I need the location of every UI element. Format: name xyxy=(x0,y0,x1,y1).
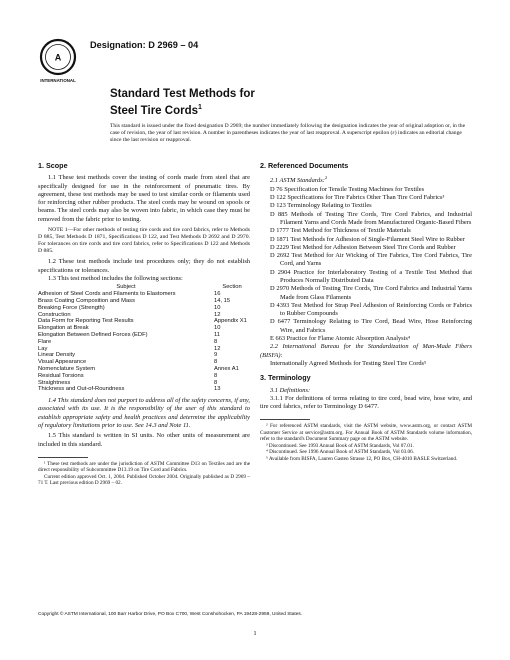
astm-logo-icon xyxy=(38,38,78,84)
table-row: Nomenclature System Annex A1 xyxy=(38,365,239,372)
svg-text:INTERNATIONAL: INTERNATIONAL xyxy=(40,78,76,83)
reference-item: D 123 Terminology Relating to Textiles xyxy=(270,202,372,210)
table-row: Lay 12 xyxy=(38,345,221,352)
scope-1-3: 1.3 This test method includes the following sections: xyxy=(48,275,183,283)
footnote-1b: Current edition approved Oct. 1, 2004. Published October 2004. Originally published as D 2969 – 71 T. Last previous edition D 2969 – 02. xyxy=(38,473,250,487)
footnote-rule xyxy=(38,457,88,458)
reference-list xyxy=(260,186,472,344)
table-row: Linear Density 9 xyxy=(38,352,218,359)
terminology-3-1-1: 3.1.1 For definitions of terms relating to tire cord, bead wire, hose wire, and tire cord fabrics, refer to Terminology D 6477. xyxy=(260,394,472,411)
table-row: Residual Torsions 8 xyxy=(38,372,218,379)
definitions-label: 3.1 Definitions: xyxy=(270,386,311,394)
footnote-3: ³ Discontinued. See 1993 Annual Book of ASTM Standards, Vol 07.01. xyxy=(266,442,414,449)
reference-item: D 2229 Test Method for Adhesion Between Steel Tire Cords and Rubber xyxy=(270,243,456,251)
footnote-4: ⁴ Discontinued. See 1996 Annual Book of ASTM Standards, Vol 03.06. xyxy=(266,449,415,456)
scope-1-5: 1.5 This standard is written in SI units. No other units of measurement are included in this standard. xyxy=(38,432,250,448)
title-line-2: Steel Tire Cords xyxy=(110,104,198,117)
scope-1-2: 1.2 These test methods include test procedures only; they do not establish specifications or tolerances. xyxy=(38,258,250,274)
sections-table xyxy=(38,284,250,393)
intro-paragraph: This standard is issued under the fixed designation D 2969; the number immediately following the designation indicates the year of original adoption or, in the case of revision, the year of last revision. A number in parentheses indicates the year of last reapproval. A superscript epsilon (ε) indicates an editorial change since the last revision or reapproval. xyxy=(110,123,466,144)
table-row: Breaking Force (Strength) 10 xyxy=(38,304,221,311)
bisfa-label: 2.2 International Bureau for the Standardization of Man-Made Fibers (BISFA): xyxy=(260,343,472,359)
table-row: Straightness 8 xyxy=(38,379,218,386)
document-title xyxy=(110,88,255,118)
reference-item: D 76 Specification for Tensile Testing Machines for Textiles xyxy=(270,185,425,193)
table-row: Visual Appearance 8 xyxy=(38,359,218,366)
reference-item: D 2904 Practice for Interlaboratory Testing of a Textile Test Method that Produces Normally Distributed Data xyxy=(270,268,472,284)
reference-item: D 6477 Terminology Relating to Tire Cord, Bead Wire, Hose Reinforcing Wire, and Fabrics xyxy=(270,318,472,334)
table-row: Construction 12 xyxy=(38,311,221,318)
title-footnote-mark: 1 xyxy=(198,104,202,111)
reference-item: D 122 Specifications for Tire Fabrics Other Than Tire Cord Fabrics³ xyxy=(270,194,445,202)
footnote-rule xyxy=(260,419,310,420)
table-row: Flare 8 xyxy=(38,338,218,345)
table-row: Elongation Between Defined Forces (EDF) 11 xyxy=(38,331,221,338)
copyright-line: Copyright © ASTM International, 100 Barr Harbor Drive, PO Box C700, West Conshohocken, PA 19428-2959, United States. xyxy=(38,612,303,617)
scope-1-1: 1.1 These test methods cover the testing of cords made from steel that are specifically designed for use in the reinforcement of pneumatic tires. By agreement, these test methods may be used to test similar cords or filaments used for reinforcing other rubber products. The steel cords may be wound on spools or beams. The steel cords may also be woven into fabric, in which case they must be removed from the fabric prior to testing. xyxy=(38,174,250,223)
note-1: NOTE 1—For other methods of testing tire cords and tire cord fabrics, refer to Methods D 885, Test Methods D 1871, Specifications D 122, and Test Methods D 2692 and D 2970. For tolerances on tire cords and tire cord fabrics, refer to Specifications D 122 and Methods D 885. xyxy=(38,227,250,255)
reference-item: D 2692 Test Method for Air Wicking of Tire Fabrics, Tire Cord Fabrics, Tire Cord, and Yarns xyxy=(270,252,472,268)
table-row: Adhesion of Steel Cords and Filaments to Elastomers 16 xyxy=(38,291,221,298)
references-heading: 2. Referenced Documents xyxy=(260,161,349,170)
table-row: Data Form for Reporting Test Results Appendix X1 xyxy=(38,318,247,325)
reference-item: D 1871 Test Methods for Adhesion of Single-Filament Steel Wire to Rubber xyxy=(270,235,465,243)
title-line-1: Standard Test Methods for xyxy=(110,88,255,100)
table-header-section: Section xyxy=(222,284,242,291)
table-row: Thickness and Out-of-Roundness 13 xyxy=(38,386,221,393)
astm-standards-footnote-mark: 2 xyxy=(324,175,328,181)
right-column xyxy=(260,162,472,462)
astm-standards-label: 2.1 ASTM Standards: xyxy=(270,177,325,185)
reference-item: D 4393 Test Method for Strap Peel Adhesion of Reinforcing Cords or Fabrics to Rubber Compounds xyxy=(270,301,472,318)
svg-text:A: A xyxy=(54,52,62,63)
table-row: Brass Coating Composition and Mass 14, 15 xyxy=(38,297,231,304)
left-column xyxy=(38,162,250,487)
footnote-5: ⁵ Available from BISFA, Lauren Gasten Strasse 12, PO Box, CH-4010 BASLE Switzerland. xyxy=(266,455,458,462)
table-header-subject: Subject xyxy=(116,284,136,291)
footnote-2: ² For referenced ASTM standards, visit the ASTM website, www.astm.org, or contact ASTM Customer Service at service@astm.org. For Annual Book of ASTM Standards volume information, refer to the standard's Document Summary page on the ASTM website. xyxy=(260,423,472,443)
designation: Designation: D 2969 – 04 xyxy=(90,40,199,50)
table-row: Elongation at Break 10 xyxy=(38,325,221,332)
scope-heading: 1. Scope xyxy=(38,161,68,170)
reference-item: D 1777 Test Method for Thickness of Textile Materials xyxy=(270,227,411,235)
bisfa-item: Internationally Agreed Methods for Testing Steel Tire Cords⁵ xyxy=(270,359,427,367)
reference-item: D 2970 Methods of Testing Tire Cords, Tire Cord Fabrics and Industrial Yarns Made from Glass Filaments xyxy=(270,285,472,301)
scope-1-4: 1.4 This standard does not purport to address all of the safety concerns, if any, associated with its use. It is the responsibility of the user of this standard to establish appropriate safety and health practices and determine the applicability of regulatory limitations prior to use. See 14.3 and Note 11. xyxy=(38,397,250,429)
reference-item: D 885 Methods of Testing Tire Cords, Tire Cord Fabrics, and Industrial Filament Yarns and Cords Made from Manufactured Organic-Based Fibers xyxy=(270,210,472,226)
terminology-heading: 3. Terminology xyxy=(260,373,311,383)
page-number: 1 xyxy=(253,630,257,637)
footnote-1: ¹ These test methods are under the jurisdiction of ASTM Committee D13 on Textiles and are the direct responsibility of Subcommittee D13.19 on Tire Cord and Fabrics. xyxy=(38,460,250,474)
reference-item: E 663 Practice for Flame Atomic Absorption Analysis⁴ xyxy=(270,335,411,343)
